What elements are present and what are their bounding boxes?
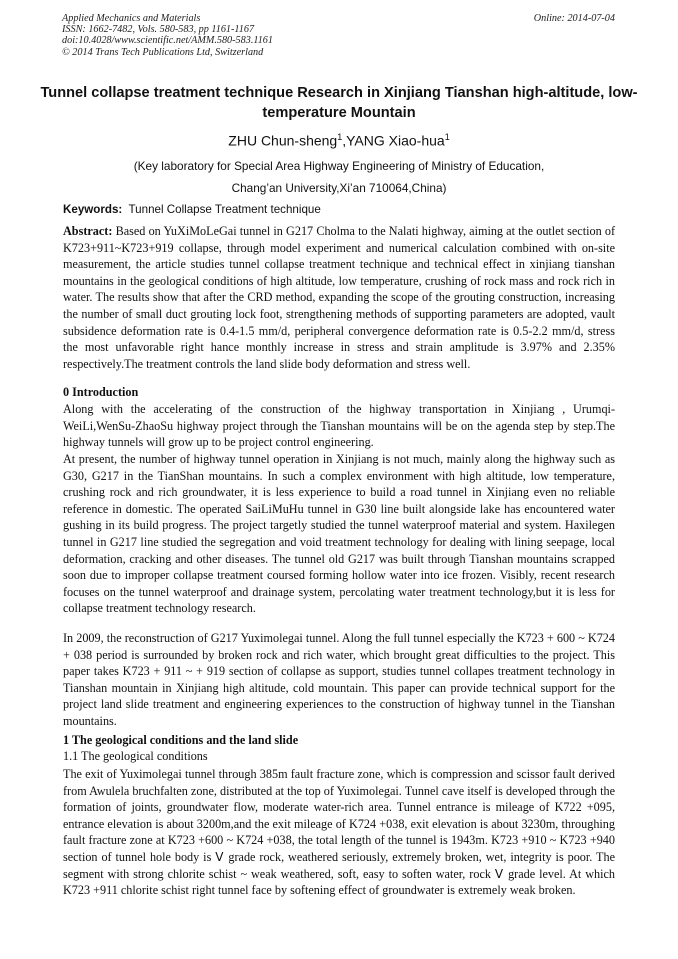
author-1-affil-mark: 1 (337, 132, 343, 142)
affiliation-line-1: (Key laboratory for Special Area Highway Engineering of Ministry of Education, (133, 159, 545, 173)
abstract-label: Abstract: (63, 224, 113, 238)
author-2: ,YANG Xiao-hua (342, 132, 445, 149)
authors (0, 132, 678, 149)
abstract-text: Based on YuXiMoLeGai tunnel in G217 Cholma to the Nalati highway, aiming at the outlet section of K723+911~K723+919 collapse, through model experiment and numerical calculation combined with on-site measurement, the article studies tunnel collapse treatment technique and technical effect in xinjiang tianshan mountains in the geological conditions of high altitude, low temperature, crushing of rock mass and rock rich in water. The results show that after the CRD method, expanding the scope of the grouting construction, increasing the number of small duct grouting lock foot, strengthening methods of supporting parameters are adopted, vault subsidence deformation rate is 0.4-1.5 mm/d, peripheral convergence deformation rate is 0.5-2.2 mm/d, stress the most unfavorable right hance monthly increase in stress and strain amplitude is 3.97% and 2.35% respectively.The treatment controls the land slide body deformation and stress well. (63, 224, 616, 371)
issn-line: ISSN: 1662-7482, Vols. 580-583, pp 1161-1167 (62, 24, 255, 36)
intro-paragraph-1: Along with the accelerating of the construction of the highway transportation in Xinjiang , Urumqi-WeiLi,WenSu-ZhaoSu highway project through the Tianshan mountains will be on the agenda step by step.The highway tunnels will grow up to be project control engineering. (63, 402, 615, 450)
author-2-affil-mark: 1 (444, 132, 450, 142)
intro-paragraph-3: In 2009, the reconstruction of G217 Yuximolegai tunnel. Along the full tunnel especially the K723 + 600 ~ K724 + 038 period is surrounded by broken rock and rich water, which brought great difficulties to the project. This paper takes K723 + 911 ~ + 919 section of collapse as support, studies tunnel collapes treatment technology in Tianshan mountain in Xinjiang high altitude, cold mountain. This paper can provide technical support for the project land slide treatment and engineering experiences to the construction of highway tunnel in the Tianshan mountains. (63, 631, 615, 728)
journal-header (62, 13, 273, 58)
abstract (63, 223, 615, 372)
copyright-line: © 2014 Trans Tech Publications Ltd, Switzerland (62, 46, 264, 58)
author-1: ZHU Chun-sheng (228, 132, 338, 149)
online-date: Online: 2014-07-04 (533, 13, 615, 24)
affiliation (0, 156, 678, 199)
keywords (63, 203, 321, 216)
section-1-heading: 1 The geological conditions and the land slide (63, 733, 299, 747)
intro-paragraph-2: At present, the number of highway tunnel operation in Xinjiang is not much, mainly along the highway such as G30, G217 in the TianShan mountains. In such a complex environment with high altitude, low temperature, crushing rock and rich groundwater, it is less experience to build a road tunnel in Xinjiang even no reliable reference in domestic. The operated SaiLiMuHu tunnel in G30 line built alongside lake has encountered water gushing in its build progress. The project targetly studied the tunnel waterproof material and system. Haxilegen tunnel in G217 line studied the segregation and void treatment technology for dealing with lining seepage, local deformation, cracking and other diseases. The tunnel old G217 was built through Tianshan mountains scrapped soon due to improper collapse treatment coursed forming hollow water into ice frozen. Visibly, recent research focuses on the tunnel waterproof and drainage system, percolating water treatment technology,but it is less for collapse treatment technology research. (63, 452, 615, 616)
journal-name: Applied Mechanics and Materials (62, 13, 201, 24)
keywords-label: Keywords: (63, 203, 123, 216)
intro-heading: 0 Introduction (63, 385, 139, 399)
keywords-text: Tunnel Collapse Treatment technique (128, 203, 321, 216)
section-1-paragraph: The exit of Yuximolegai tunnel through 385m fault fracture zone, which is compression and scissor fault derived from Awulela bruchfalten zone, distributed at the top of Yuximolegai. Tunnel cave itself is developed through the formation of joints, groundwater flow, moderate water-rich area. Tunnel entrance is mileage of K722 +095, entrance elevation is about 3200m,and the exit mileage of K724 +038, exit elevation is about 3230m, throughing fault fracture zone at K723 +600 ~ K724 +038, the total length of the tunnel is 1943m. K723 +910 ~ K723 +940 section of tunnel hole body is Ⅴ grade rock, weathered seriously, extremely broken, wet, integrity is poor. The segment with strong chlorite schist ~ weak weathered, soft, easy to soften water, rock Ⅴ grade level. At which K723 +911 chlorite schist right tunnel face by softening effect of groundwater is extremely weak broken. (63, 767, 615, 898)
subsection-1-1-heading: 1.1 The geological conditions (63, 749, 208, 763)
paper-title: Tunnel collapse treatment technique Research in Xinjiang Tianshan high-altitude, low-temperature Mountain (40, 85, 638, 121)
affiliation-line-2: Chang’an University,Xi’an 710064,China) (231, 180, 447, 195)
doi-line: doi:10.4028/www.scientific.net/AMM.580-583.1161 (62, 35, 273, 47)
